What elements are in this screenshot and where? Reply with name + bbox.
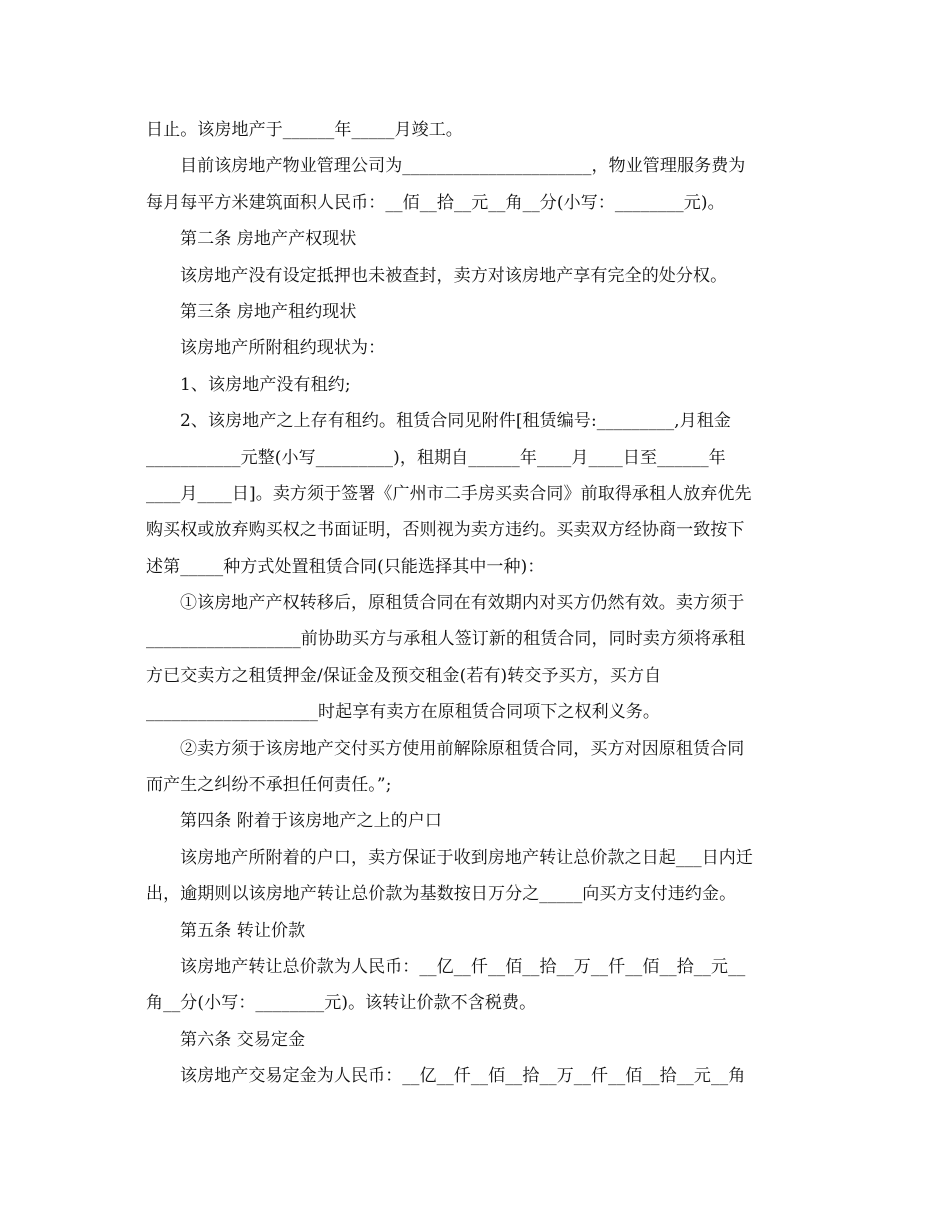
section-heading-2: 第二条 房地产产权现状 bbox=[180, 229, 357, 250]
text-line-3: 每月每平方米建筑面积人民币：__佰__拾__元__角__分(小写：________元)。 bbox=[146, 192, 725, 213]
section-heading-4: 第四条 附着于该房地产之上的户口 bbox=[180, 811, 443, 832]
text-line-5: 该房地产没有设定抵押也未被查封，卖方对该房地产享有完全的处分权。 bbox=[180, 265, 728, 286]
option-1: ①该房地产产权转移后，原租赁合同在有效期内对买方仍然有效。卖方须于 bbox=[180, 593, 745, 614]
text-line-25: 角__分(小写：________元)。该转让价款不含税费。 bbox=[146, 993, 537, 1014]
text-line-10: ___________元整(小写_________)，租期自______年____月____日至______年 bbox=[146, 447, 726, 468]
section-heading-3: 第三条 房地产租约现状 bbox=[180, 301, 357, 322]
text-line-22: 出，逾期则以该房地产转让总价款为基数按日万分之_____向买方支付违约金。 bbox=[146, 884, 737, 905]
text-line-19: 而产生之纠纷不承担任何责任。”; bbox=[146, 775, 392, 796]
text-line-1: 日止。该房地产于______年_____月竣工。 bbox=[146, 120, 463, 140]
text-line-17: ____________________时起享有卖方在原租赁合同项下之权利义务。 bbox=[146, 702, 660, 723]
text-line-12: 购买权或放弃购买权之书面证明，否则视为卖方违约。买卖双方经协商一致按下 bbox=[146, 520, 745, 541]
text-line-13: 述第_____种方式处置租赁合同(只能选择其中一种)： bbox=[146, 556, 545, 577]
list-item-2: 2、该房地产之上存有租约。租赁合同见附件[租赁编号:_________,月租金 bbox=[180, 411, 731, 432]
contract-body bbox=[146, 112, 806, 1095]
section-heading-5: 第五条 转让价款 bbox=[180, 920, 306, 941]
list-item-1: 1、该房地产没有租约; bbox=[180, 374, 351, 395]
text-line-21: 该房地产所附着的户口，卖方保证于收到房地产转让总价款之日起___日内迁 bbox=[180, 847, 753, 868]
option-2: ②卖方须于该房地产交付买方使用前解除原租赁合同，买方对因原租赁合同 bbox=[180, 738, 745, 759]
text-line-24: 该房地产转让总价款为人民币：__亿__仟__佰__拾__万__仟__佰__拾__元__ bbox=[180, 956, 746, 977]
section-heading-6: 第六条 交易定金 bbox=[180, 1029, 306, 1050]
text-line-7: 该房地产所附租约现状为： bbox=[180, 338, 386, 359]
text-line-11: ____月____日]。卖方须于签署《广州市二手房买卖合同》前取得承租人放弃优先 bbox=[146, 483, 752, 504]
text-line-27: 该房地产交易定金为人民币：__亿__仟__佰__拾__万__仟__佰__拾__元__角 bbox=[180, 1066, 746, 1087]
text-line-16: 方已交卖方之租赁押金/保证金及预交租金(若有)转交予买方，买方自 bbox=[146, 665, 662, 686]
text-line-15: __________________前协助买方与承租人签订新的租赁合同，同时卖方须将承租 bbox=[146, 629, 746, 650]
text-line-2: 目前该房地产物业管理公司为______________________，物业管理服务费为 bbox=[180, 156, 746, 177]
